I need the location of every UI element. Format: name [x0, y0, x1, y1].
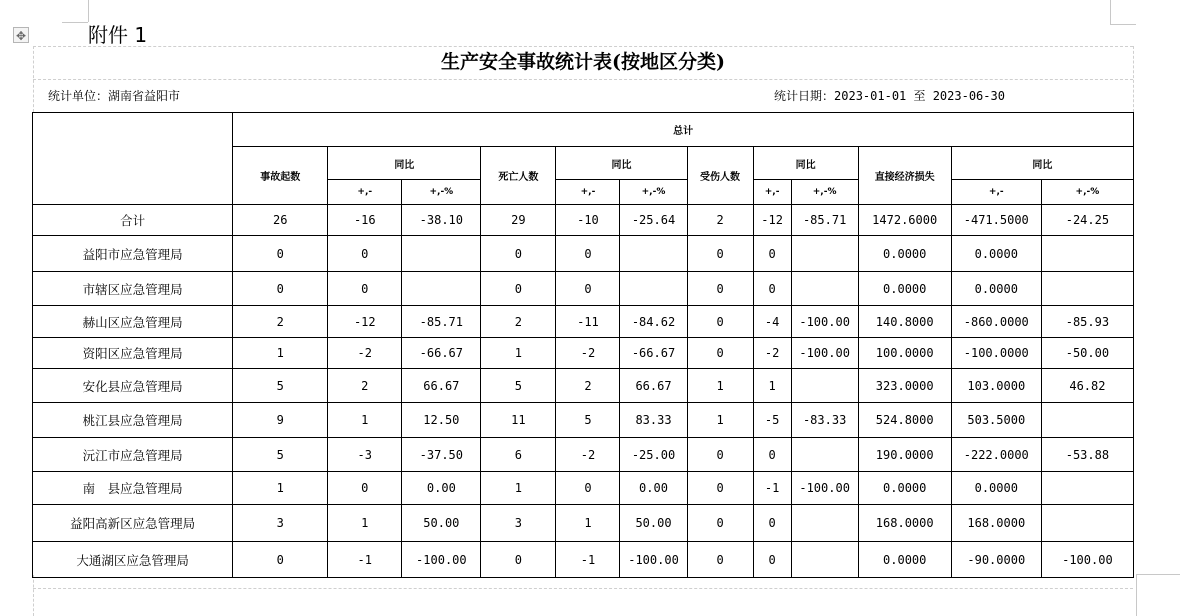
cell-loss-d: 0.0000	[951, 272, 1041, 306]
cell-loss-d: -222.0000	[951, 438, 1041, 472]
accidents-pct-header: +,-%	[402, 180, 481, 205]
cell-dead: 1	[481, 472, 556, 505]
cell-dead-d: -11	[556, 306, 620, 338]
cell-loss-p	[1041, 505, 1133, 542]
attachment-label: 附件 1	[88, 23, 148, 47]
table-row	[33, 306, 1134, 338]
cell-inj-d: -4	[753, 306, 791, 338]
deaths-header: 死亡人数	[481, 147, 556, 205]
table-row	[33, 472, 1134, 505]
cell-loss: 0.0000	[858, 236, 951, 272]
cell-dead-p: 66.67	[620, 369, 687, 403]
table-row	[33, 338, 1134, 369]
cell-acc-p: 66.67	[402, 369, 481, 403]
cell-inj-p: -100.00	[791, 472, 858, 505]
cell-inj-p: -100.00	[791, 306, 858, 338]
cell-dead-d: -10	[556, 205, 620, 236]
cell-acc-d: -16	[328, 205, 402, 236]
cell-inj: 0	[687, 272, 753, 306]
cell-loss-p: -85.93	[1041, 306, 1133, 338]
table-move-handle-icon[interactable]: ✥	[13, 27, 29, 43]
cell-loss-p: -50.00	[1041, 338, 1133, 369]
cell-dead: 0	[481, 542, 556, 578]
cell-loss-d: 0.0000	[951, 472, 1041, 505]
cell-inj-p: -100.00	[791, 338, 858, 369]
date-label: 统计日期：	[774, 89, 835, 103]
loss-header: 直接经济损失	[858, 147, 951, 205]
cell-acc: 0	[233, 272, 328, 306]
region-name-cell: 大通湖区应急管理局	[33, 542, 233, 578]
unit-value: 湖南省益阳市	[108, 89, 181, 103]
frame-guide-title-bottom	[33, 79, 1133, 80]
cell-inj: 0	[687, 472, 753, 505]
cell-inj-p: -85.71	[791, 205, 858, 236]
injured-diff-header: +,-	[753, 180, 791, 205]
region-name-cell: 南 县应急管理局	[33, 472, 233, 505]
cell-loss: 190.0000	[858, 438, 951, 472]
crop-mark-top-left-h	[62, 22, 88, 23]
crop-mark-bottom-right-h	[1136, 574, 1180, 575]
accident-statistics-table	[32, 112, 1134, 578]
cell-loss-d: 503.5000	[951, 403, 1041, 438]
cell-inj: 0	[687, 438, 753, 472]
cell-acc-d: -12	[328, 306, 402, 338]
cell-acc: 3	[233, 505, 328, 542]
cell-loss: 1472.6000	[858, 205, 951, 236]
cell-acc: 1	[233, 472, 328, 505]
cell-acc: 26	[233, 205, 328, 236]
cell-dead: 0	[481, 236, 556, 272]
loss-pct-header: +,-%	[1041, 180, 1133, 205]
cell-loss: 0.0000	[858, 472, 951, 505]
cell-loss-p	[1041, 236, 1133, 272]
cell-loss-d: -100.0000	[951, 338, 1041, 369]
cell-acc-p: -100.00	[402, 542, 481, 578]
cell-inj: 1	[687, 369, 753, 403]
crop-mark-top-right-h	[1110, 24, 1136, 25]
region-name-cell: 沅江市应急管理局	[33, 438, 233, 472]
cell-dead-p: 83.33	[620, 403, 687, 438]
table-row	[33, 272, 1134, 306]
cell-loss: 0.0000	[858, 542, 951, 578]
cell-acc-d: -3	[328, 438, 402, 472]
region-name-cell: 益阳高新区应急管理局	[33, 505, 233, 542]
cell-acc-p: 12.50	[402, 403, 481, 438]
cell-inj: 0	[687, 338, 753, 369]
cell-inj-p	[791, 236, 858, 272]
cell-inj: 1	[687, 403, 753, 438]
table-row	[33, 369, 1134, 403]
cell-loss-p: -53.88	[1041, 438, 1133, 472]
cell-dead: 2	[481, 306, 556, 338]
cell-acc: 9	[233, 403, 328, 438]
table-row-total	[33, 205, 1134, 236]
cell-acc-p: -38.10	[402, 205, 481, 236]
crop-mark-top-left-v	[88, 0, 89, 22]
cell-dead-d: -2	[556, 438, 620, 472]
cell-inj-d: 0	[753, 542, 791, 578]
cell-inj-p	[791, 542, 858, 578]
table-row	[33, 403, 1134, 438]
cell-inj-p: -83.33	[791, 403, 858, 438]
loss-diff-header: +,-	[951, 180, 1041, 205]
cell-acc-d: 1	[328, 505, 402, 542]
cell-dead: 6	[481, 438, 556, 472]
cell-acc-p: 0.00	[402, 472, 481, 505]
cell-loss-p: 46.82	[1041, 369, 1133, 403]
cell-inj-d: 0	[753, 272, 791, 306]
cell-inj-d: 0	[753, 505, 791, 542]
region-name-cell: 益阳市应急管理局	[33, 236, 233, 272]
region-name-cell: 安化县应急管理局	[33, 369, 233, 403]
cell-inj-p	[791, 505, 858, 542]
cell-loss-p: -100.00	[1041, 542, 1133, 578]
cell-inj-p	[791, 272, 858, 306]
accidents-diff-header: +,-	[328, 180, 402, 205]
cell-inj-p	[791, 369, 858, 403]
cell-acc-p	[402, 236, 481, 272]
loss-yoy-header: 同比	[951, 147, 1133, 180]
cell-dead-p: -84.62	[620, 306, 687, 338]
document-title: 生产安全事故统计表(按地区分类)	[441, 51, 725, 73]
cell-dead: 5	[481, 369, 556, 403]
deaths-yoy-header: 同比	[556, 147, 687, 180]
statistics-unit	[48, 86, 180, 106]
unit-label: 统计单位：	[48, 89, 109, 103]
cell-loss: 168.0000	[858, 505, 951, 542]
cell-loss: 0.0000	[858, 272, 951, 306]
table-body	[33, 205, 1134, 578]
cell-loss-p	[1041, 472, 1133, 505]
cell-acc-d: 0	[328, 272, 402, 306]
region-name-cell: 赫山区应急管理局	[33, 306, 233, 338]
cell-dead-d: 0	[556, 236, 620, 272]
cell-loss-d: 168.0000	[951, 505, 1041, 542]
cell-loss: 140.8000	[858, 306, 951, 338]
cell-loss-p	[1041, 272, 1133, 306]
cell-dead-d: 0	[556, 272, 620, 306]
cell-dead: 0	[481, 272, 556, 306]
cell-acc-d: -2	[328, 338, 402, 369]
cell-inj: 0	[687, 236, 753, 272]
frame-guide-left-lower	[33, 575, 34, 616]
cell-dead-d: 1	[556, 505, 620, 542]
cell-acc-p	[402, 272, 481, 306]
cell-dead: 3	[481, 505, 556, 542]
cell-loss-d: 103.0000	[951, 369, 1041, 403]
cell-loss: 524.8000	[858, 403, 951, 438]
accidents-header: 事故起数	[233, 147, 328, 205]
injured-yoy-header: 同比	[753, 147, 858, 180]
cell-acc-p: 50.00	[402, 505, 481, 542]
region-name-cell: 资阳区应急管理局	[33, 338, 233, 369]
cell-dead: 1	[481, 338, 556, 369]
cell-acc-p: -66.67	[402, 338, 481, 369]
cell-acc-d: 0	[328, 472, 402, 505]
cell-inj-d: 0	[753, 438, 791, 472]
cell-inj-p	[791, 438, 858, 472]
cell-inj-d: 0	[753, 236, 791, 272]
table-row	[33, 438, 1134, 472]
cell-acc: 1	[233, 338, 328, 369]
cell-acc: 2	[233, 306, 328, 338]
cell-dead-p: 0.00	[620, 472, 687, 505]
cell-loss-d: -471.5000	[951, 205, 1041, 236]
cell-loss-p	[1041, 403, 1133, 438]
cell-dead-p: -100.00	[620, 542, 687, 578]
cell-inj-d: -12	[753, 205, 791, 236]
accidents-yoy-header: 同比	[328, 147, 481, 180]
cell-dead-d: -2	[556, 338, 620, 369]
crop-mark-top-right-v	[1110, 0, 1111, 24]
crop-mark-bottom-right-v	[1136, 574, 1137, 616]
cell-dead-d: 2	[556, 369, 620, 403]
date-value: 2023-01-01 至 2023-06-30	[834, 89, 1005, 103]
cell-loss-d: 0.0000	[951, 236, 1041, 272]
cell-acc-d: 2	[328, 369, 402, 403]
cell-dead-d: 5	[556, 403, 620, 438]
cell-dead-p	[620, 272, 687, 306]
injured-header: 受伤人数	[687, 147, 753, 205]
region-name-cell: 市辖区应急管理局	[33, 272, 233, 306]
total-header: 总计	[233, 113, 1134, 147]
cell-dead: 11	[481, 403, 556, 438]
cell-acc: 5	[233, 369, 328, 403]
cell-acc-d: -1	[328, 542, 402, 578]
cell-dead-p: 50.00	[620, 505, 687, 542]
cell-acc-p: -37.50	[402, 438, 481, 472]
frame-guide-bottom	[33, 588, 1133, 589]
cell-acc-p: -85.71	[402, 306, 481, 338]
cell-dead-d: -1	[556, 542, 620, 578]
cell-dead-p: -66.67	[620, 338, 687, 369]
frame-guide-right	[1133, 46, 1134, 112]
cell-dead-p: -25.64	[620, 205, 687, 236]
cell-inj-d: 1	[753, 369, 791, 403]
cell-acc: 5	[233, 438, 328, 472]
cell-inj-d: -5	[753, 403, 791, 438]
cell-acc: 0	[233, 236, 328, 272]
cell-acc-d: 1	[328, 403, 402, 438]
injured-pct-header: +,-%	[791, 180, 858, 205]
cell-loss-p: -24.25	[1041, 205, 1133, 236]
cell-acc-d: 0	[328, 236, 402, 272]
cell-acc: 0	[233, 542, 328, 578]
cell-inj: 0	[687, 542, 753, 578]
deaths-pct-header: +,-%	[620, 180, 687, 205]
cell-inj-d: -2	[753, 338, 791, 369]
deaths-diff-header: +,-	[556, 180, 620, 205]
cell-dead-p	[620, 236, 687, 272]
cell-dead: 29	[481, 205, 556, 236]
cell-loss: 323.0000	[858, 369, 951, 403]
cell-inj: 0	[687, 306, 753, 338]
cell-inj-d: -1	[753, 472, 791, 505]
cell-loss: 100.0000	[858, 338, 951, 369]
cell-inj: 0	[687, 505, 753, 542]
cell-inj: 2	[687, 205, 753, 236]
cell-dead-p: -25.00	[620, 438, 687, 472]
region-header-cell	[33, 113, 233, 205]
cell-loss-d: -90.0000	[951, 542, 1041, 578]
cell-dead-d: 0	[556, 472, 620, 505]
region-name-cell: 桃江县应急管理局	[33, 403, 233, 438]
table-row	[33, 236, 1134, 272]
cell-loss-d: -860.0000	[951, 306, 1041, 338]
statistics-date	[774, 86, 1005, 106]
region-name-cell: 合计	[33, 205, 233, 236]
table-row	[33, 505, 1134, 542]
table-row	[33, 542, 1134, 578]
